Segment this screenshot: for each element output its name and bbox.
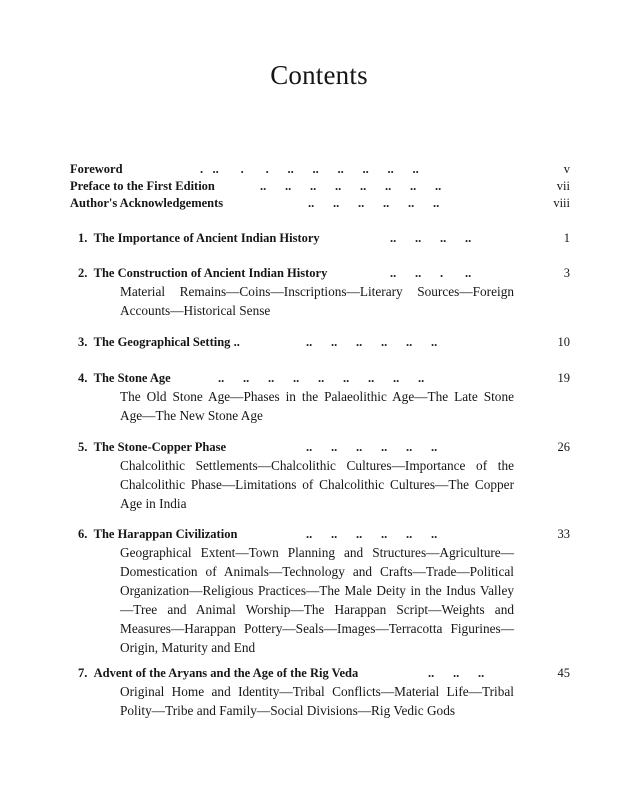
- leader-dots: . .. . . .. .. .. .. .. ..: [200, 162, 419, 176]
- chapter-heading: [78, 525, 570, 543]
- front-matter-page: v: [563, 162, 570, 176]
- chapter-title-line: [78, 264, 327, 282]
- chapter-heading: [78, 333, 570, 351]
- chapter-title: The Importance of Ancient Indian History: [93, 231, 320, 245]
- chapter-number: 3.: [78, 335, 88, 349]
- chapter-description: Original Home and Identity—Tribal Conflicts—Material Life—Tribal Polity—Tribe and Family—Social Divisions—Rig Vedic Gods: [120, 684, 514, 718]
- front-matter-item-acknowledgements: [70, 195, 570, 212]
- leader-dots: .. .. .. .. .. ..: [306, 527, 438, 541]
- leader-dots: .. .. .. .. .. ..: [308, 196, 440, 210]
- chapter-number: 5.: [78, 440, 88, 454]
- chapter-6: [78, 525, 570, 657]
- leader-dots: .. .. .. .. .. .. .. ..: [260, 179, 442, 193]
- chapter-1: [78, 229, 570, 247]
- chapter-title: The Harappan Civilization: [93, 527, 238, 541]
- front-matter-item-preface: [70, 178, 570, 195]
- chapter-heading: [78, 369, 570, 387]
- chapter-title-line: 3. The Geographical Setting ..: [78, 335, 240, 349]
- chapter-title: The Construction of Ancient Indian History: [93, 266, 328, 280]
- front-matter-item-foreword: [70, 161, 570, 178]
- chapter-page: 26: [557, 440, 570, 454]
- chapter-number: 4.: [78, 371, 88, 385]
- leader-dots: .. .. .. ..: [390, 231, 472, 245]
- leader-dots: .. .. .. .. .. ..: [306, 440, 438, 454]
- chapter-number: 6.: [78, 527, 88, 541]
- chapter-number: 1.: [78, 231, 88, 245]
- front-matter-label: Foreword: [70, 162, 123, 176]
- front-matter-page: viii: [553, 196, 570, 210]
- chapter-5: [78, 438, 570, 513]
- chapter-2: [78, 264, 570, 320]
- chapter-number: 7.: [78, 666, 88, 680]
- chapter-page: 45: [557, 666, 570, 680]
- front-matter-page: vii: [556, 179, 570, 193]
- chapter-heading: [78, 264, 570, 282]
- front-matter-label: Author's Acknowledgements: [70, 196, 224, 210]
- leader-dots: .. .. . ..: [390, 266, 472, 280]
- chapter-description: Geographical Extent—Town Planning and Structures—Agriculture—Domestication of Animals—Technology and Crafts—Trade—Political Organization—Religious Practices—The Male Deity in the Indus Valley—Tree and Animal Worship—The Harappan Script—Weights and Measures—Harappan Pottery—Seals—Images—Terracotta Figurines—Origin, Maturity and End: [120, 545, 514, 655]
- front-matter-label: Preface to the First Edition: [70, 179, 215, 193]
- chapter-title: The Stone Age: [93, 371, 171, 385]
- chapter-page: 1: [563, 231, 570, 245]
- chapter-title: The Geographical Setting: [93, 335, 231, 349]
- chapter-4: [78, 369, 570, 425]
- chapter-title-line: [78, 369, 171, 387]
- chapter-3: [78, 333, 570, 351]
- chapter-title-line: [78, 229, 320, 247]
- chapter-heading: [78, 438, 570, 456]
- chapter-title: The Stone-Copper Phase: [93, 440, 227, 454]
- chapter-7: [78, 664, 570, 720]
- chapter-title-line: [78, 664, 358, 682]
- chapter-title-line: [78, 438, 226, 456]
- chapter-description: Chalcolithic Settlements—Chalcolithic Cultures—Importance of the Chalcolithic Phase—Limitations of Chalcolithic Cultures—The Copper Age in India: [120, 458, 514, 511]
- chapter-page: 33: [557, 527, 570, 541]
- leader-dots: .. .. .. .. .. ..: [306, 335, 438, 349]
- chapter-heading: [78, 229, 570, 247]
- chapter-page: 3: [563, 266, 570, 280]
- chapter-description: The Old Stone Age—Phases in the Palaeolithic Age—The Late Stone Age—The New Stone Age: [120, 389, 514, 423]
- leader-dots: .. .. .. .. .. .. .. .. ..: [218, 371, 425, 385]
- chapter-heading: [78, 664, 570, 682]
- chapter-title-line: [78, 525, 237, 543]
- chapter-page: 10: [557, 335, 570, 349]
- chapter-number: 2.: [78, 266, 88, 280]
- front-matter-list: [70, 161, 570, 212]
- chapter-description: Material Remains—Coins—Inscriptions—Literary Sources—Foreign Accounts—Historical Sense: [120, 284, 514, 318]
- chapter-page: 19: [557, 371, 570, 385]
- leader-dots: .. .. ..: [428, 666, 485, 680]
- chapter-title: Advent of the Aryans and the Age of the Rig Veda: [93, 666, 359, 680]
- page-title: Contents: [270, 60, 368, 90]
